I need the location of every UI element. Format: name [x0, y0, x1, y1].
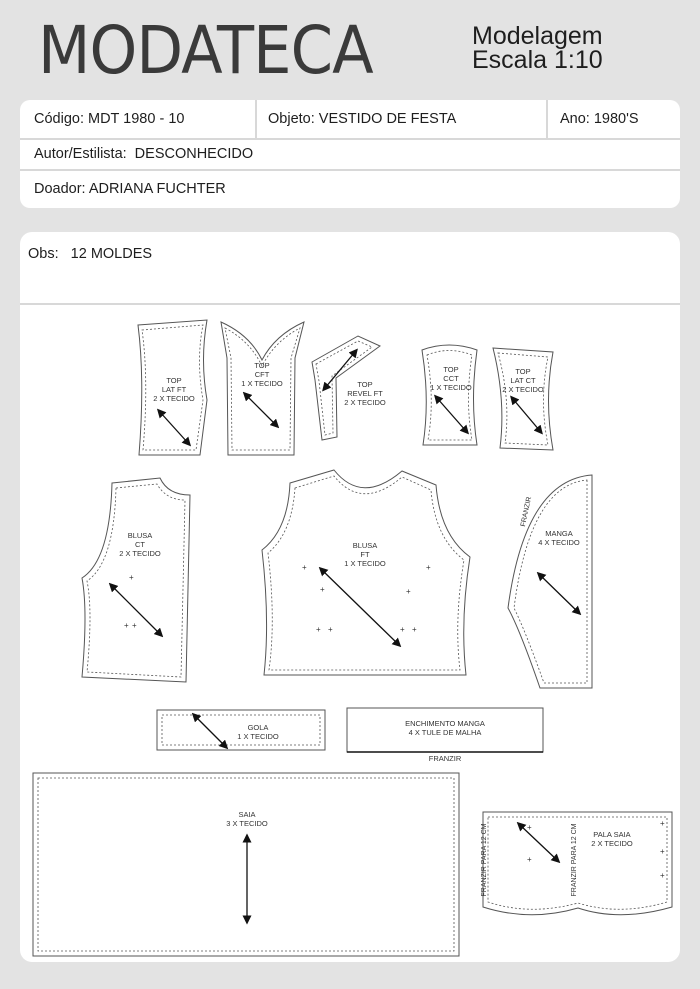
label-blusa-ft-2: FT: [360, 550, 370, 559]
label-saia-2: 3 X TECIDO: [226, 819, 268, 828]
doador-field: Doador: ADRIANA FUCHTER: [34, 180, 226, 197]
svg-text:+: +: [316, 625, 321, 634]
codigo-field: Código: MDT 1980 - 10: [34, 111, 185, 127]
label-top-revel-ft-2: REVEL FT: [347, 389, 383, 398]
piece-top-cft: [221, 322, 304, 455]
svg-text:+: +: [660, 847, 665, 856]
svg-text:+: +: [400, 625, 405, 634]
svg-text:+: +: [129, 573, 134, 582]
label-pala-note-left: FRANZIR PARA 12 CM: [481, 823, 488, 897]
label-top-cct-1: TOP: [443, 365, 459, 374]
svg-text:+: +: [320, 585, 325, 594]
label-pala-saia-2: 2 X TECIDO: [591, 839, 633, 848]
scale-label: [472, 24, 603, 72]
label-top-lat-ft-1: TOP: [166, 376, 182, 385]
divider: [546, 100, 548, 138]
label-enchimento-2: 4 X TULE DE MALHA: [408, 728, 482, 737]
svg-text:+: +: [426, 563, 431, 572]
autor-label: Autor/Estilista:: [34, 145, 127, 162]
pattern-sheet: [20, 232, 680, 962]
label-top-lat-ft-2: LAT FT: [161, 385, 187, 394]
piece-top-cct: [422, 345, 477, 445]
svg-text:+: +: [527, 855, 532, 864]
label-top-cft-1: TOP: [254, 361, 270, 370]
label-top-cct-2: CCT: [443, 374, 459, 383]
label-manga-note: FRANZIR: [519, 496, 534, 528]
divider: [255, 100, 257, 138]
label-gola-1: GOLA: [247, 723, 269, 732]
label-blusa-ft-3: 1 X TECIDO: [344, 559, 386, 568]
label-top-cct-3: 1 X TECIDO: [430, 383, 472, 392]
label-enchimento-note: FRANZIR: [428, 754, 462, 763]
scale-line1: Modelagem: [472, 22, 603, 50]
svg-text:+: +: [124, 621, 129, 630]
svg-text:+: +: [412, 625, 417, 634]
ano-field: Ano: 1980'S: [560, 111, 639, 127]
label-enchimento-1: ENCHIMENTO MANGA: [405, 719, 485, 728]
svg-text:+: +: [660, 819, 665, 828]
piece-manga: [508, 475, 592, 688]
svg-text:+: +: [132, 621, 137, 630]
svg-text:+: +: [660, 871, 665, 880]
label-blusa-ft-1: BLUSA: [352, 541, 378, 550]
label-manga-2: 4 X TECIDO: [538, 538, 580, 547]
label-top-revel-ft-1: TOP: [357, 380, 373, 389]
svg-text:+: +: [328, 625, 333, 634]
obs-value: 12 MOLDES: [70, 246, 153, 262]
scale-line2: Escala 1:10: [472, 46, 603, 74]
label-top-lat-ct-1: TOP: [515, 367, 531, 376]
label-saia-1: SAIA: [238, 810, 256, 819]
pattern-panel: [20, 232, 680, 962]
autor-field: [34, 138, 253, 169]
label-manga-1: MANGA: [545, 529, 573, 538]
label-gola-2: 1 X TECIDO: [237, 732, 279, 741]
label-blusa-ct-3: 2 X TECIDO: [119, 549, 161, 558]
piece-gola: [157, 710, 325, 750]
label-pala-saia-1: PALA SAIA: [593, 830, 631, 839]
label-pala-note-mid: FRANZIR PARA 12 CM: [571, 823, 578, 897]
label-top-lat-ct-2: LAT CT: [510, 376, 536, 385]
label-top-cft-3: 1 X TECIDO: [241, 379, 283, 388]
label-top-lat-ft-3: 2 X TECIDO: [153, 394, 195, 403]
objeto-field: Objeto: VESTIDO DE FESTA: [268, 111, 457, 127]
piece-top-lat-ct: [493, 348, 553, 450]
info-panel: [20, 100, 680, 208]
svg-text:+: +: [406, 587, 411, 596]
modateca-logo: MODATECA: [38, 12, 373, 89]
svg-text:+: +: [527, 823, 532, 832]
info-row-1: [20, 100, 680, 140]
label-top-cft-2: CFT: [254, 370, 270, 379]
svg-text:+: +: [302, 563, 307, 572]
autor-value: DESCONHECIDO: [134, 145, 254, 162]
info-row-2: [20, 138, 680, 171]
label-blusa-ct-1: BLUSA: [127, 531, 153, 540]
piece-blusa-ft: [262, 470, 470, 675]
label-top-revel-ft-3: 2 X TECIDO: [344, 398, 386, 407]
obs-label: Obs:: [28, 246, 59, 262]
label-blusa-ct-2: CT: [135, 540, 145, 549]
piece-blusa-ct: [82, 478, 190, 682]
label-top-lat-ct-3: 2 X TECIDO: [502, 385, 544, 394]
piece-saia: [33, 773, 459, 956]
info-row-3: [20, 169, 680, 208]
